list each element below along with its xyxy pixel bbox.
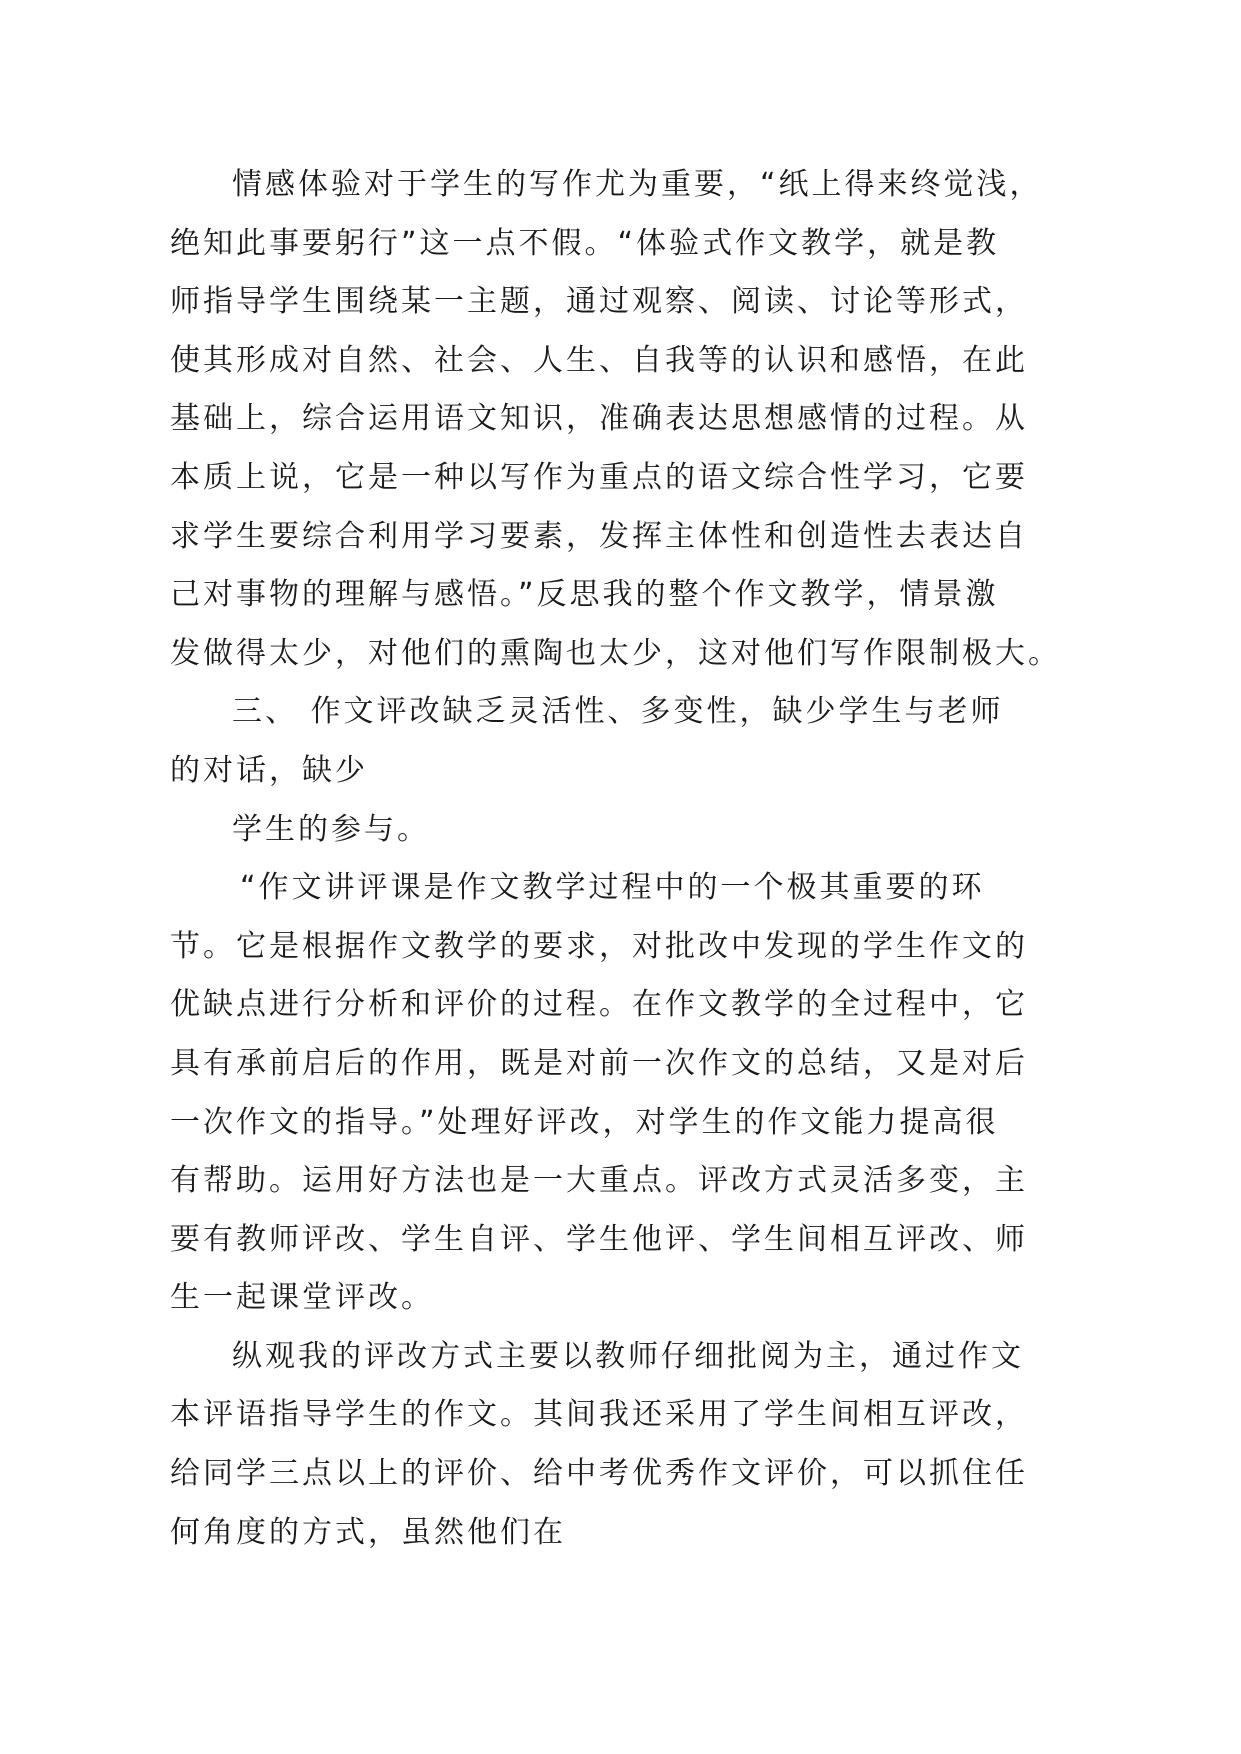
text-line: 本质上说，它是一种以写作为重点的语文综合性学习，它要 <box>170 459 1028 495</box>
text-line: 发做得太少，对他们的熏陶也太少，这对他们写作限制极大。 <box>170 635 1061 671</box>
text-line: 绝知此事要躬行”这一点不假。“体验式作文教学，就是教 <box>170 225 1000 261</box>
text-line: 有帮助。运用好方法也是一大重点。评改方式灵活多变，主 <box>170 1163 1028 1199</box>
body-text <box>170 156 1070 1562</box>
text-line: 优缺点进行分析和评价的过程。在作文教学的全过程中，它 <box>170 987 1028 1023</box>
text-line: “作文讲评课是作文教学过程中的一个极其重要的环 <box>240 870 985 906</box>
text-line: 己对事物的理解与感悟。”反思我的整个作文教学，情景激 <box>170 577 999 613</box>
text-line: 生一起课堂评改。 <box>170 1280 434 1316</box>
text-line: 师指导学生围绕某一主题，通过观察、阅读、讨论等形式， <box>170 284 1028 320</box>
section-heading-line: 的对话，缺少 <box>170 752 368 788</box>
text-line: 基础上，综合运用语文知识，准确表达思想感情的过程。从 <box>170 401 1028 437</box>
text-line: 纵观我的评改方式主要以教师仔细批阅为主，通过作文 <box>232 1338 1024 1374</box>
section-heading-line: 三、 作文评改缺乏灵活性、多变性，缺少学生与老师 <box>232 694 1004 730</box>
text-line: 求学生要综合利用学习要素，发挥主体性和创造性去表达自 <box>170 518 1028 554</box>
text-line: 使其形成对自然、社会、人生、自我等的认识和感悟，在此 <box>170 342 1028 378</box>
text-line: 节。它是根据作文教学的要求，对批改中发现的学生作文的 <box>170 928 1028 964</box>
text-line: 具有承前启后的作用，既是对前一次作文的总结，又是对后 <box>170 1045 1028 1081</box>
text-line: 何角度的方式，虽然他们在 <box>170 1514 566 1550</box>
text-line: 给同学三点以上的评价、给中考优秀作文评价，可以抓住任 <box>170 1456 1028 1492</box>
text-line: 学生的参与。 <box>232 811 430 847</box>
text-line: 要有教师评改、学生自评、学生他评、学生间相互评改、师 <box>170 1221 1028 1257</box>
text-line: 本评语指导学生的作文。其间我还采用了学生间相互评改， <box>170 1397 1028 1433</box>
text-line: 一次作文的指导。”处理好评改，对学生的作文能力提高很 <box>170 1104 999 1140</box>
text-line: 情感体验对于学生的写作尤为重要，“纸上得来终觉浅， <box>232 167 1043 202</box>
